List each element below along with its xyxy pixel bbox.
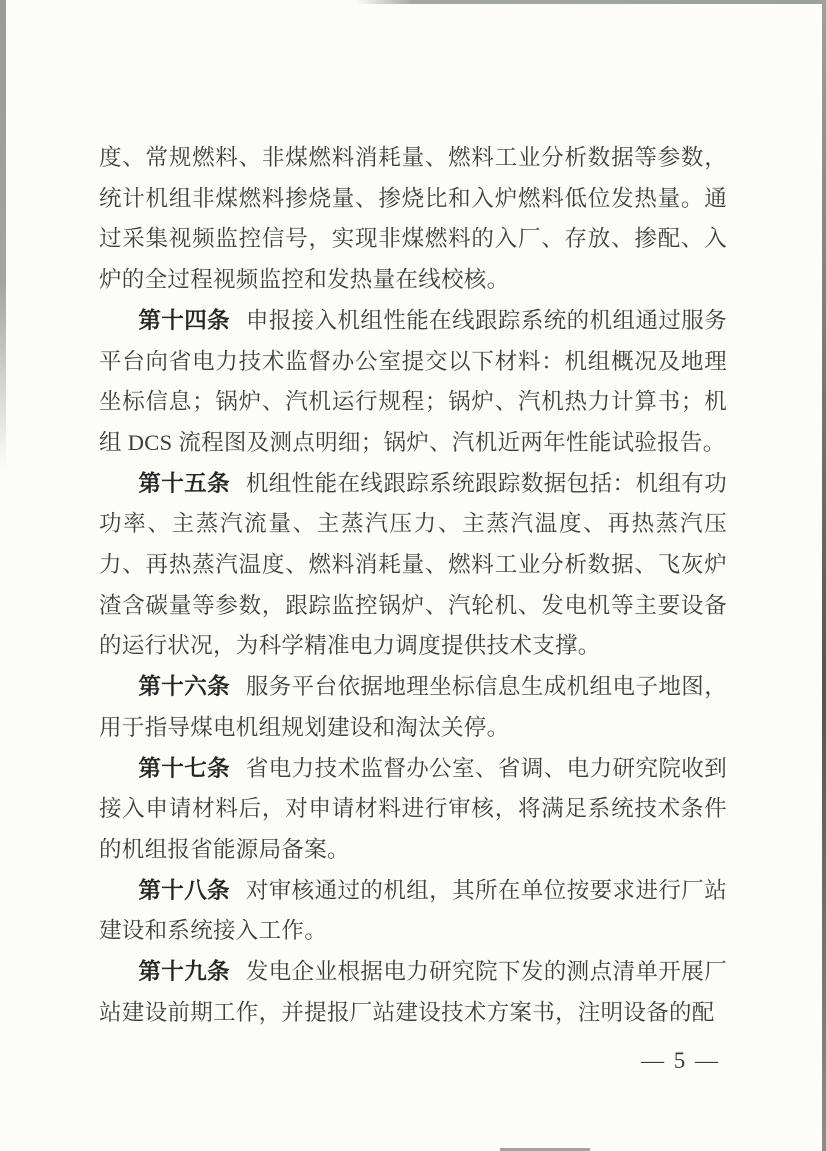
article-number: 第十七条 [138, 755, 231, 781]
paragraph-article-15 [99, 464, 727, 668]
paragraph-text: 省电力技术监督办公室、省调、电力研究院收到接入申请材料后，对申请材料进行审核，将满足系统技术条件的机组报省能源局备案。 [99, 755, 727, 862]
paragraph-article-14 [99, 301, 727, 464]
paragraph-article-19 [99, 952, 727, 1033]
page-number: — 5 — [641, 1048, 720, 1073]
document-body-text [99, 138, 727, 1033]
article-number: 第十九条 [138, 959, 231, 985]
article-number: 第十四条 [138, 307, 231, 333]
article-number: 第十六条 [138, 674, 231, 700]
paragraph-article-16 [99, 667, 727, 748]
paragraph-text: 申报接入机组性能在线跟踪系统的机组通过服务平台向省电力技术监督办公室提交以下材料：机组概况及地理坐标信息；锅炉、汽机运行规程；锅炉、汽机热力计算书；机组 DCS 流程图及测点明细；锅炉、汽机近两年性能试验报告。 [99, 307, 727, 455]
scan-edge-top [356, 0, 826, 4]
paragraph-text: 对审核通过的机组，其所在单位按要求进行厂站建设和系统接入工作。 [99, 877, 727, 944]
paragraph-text: 机组性能在线跟踪系统跟踪数据包括：机组有功功率、主蒸汽流量、主蒸汽压力、主蒸汽温度、再热蒸汽压力、再热蒸汽温度、燃料消耗量、燃料工业分析数据、飞灰炉渣含碳量等参数，跟踪监控锅炉、汽轮机、发电机等主要设备的运行状况，为科学精准电力调度提供技术支撑。 [99, 470, 727, 659]
paragraph-article-18 [99, 871, 727, 952]
paragraph-continuation [99, 138, 727, 301]
scan-edge-left [0, 0, 6, 470]
scan-edge-right [822, 0, 826, 1151]
article-number: 第十五条 [138, 470, 231, 496]
paragraph-text: 服务平台依据地理坐标信息生成机组电子地图，用于指导煤电机组规划建设和淘汰关停。 [99, 674, 727, 740]
paragraph-text: 发电企业根据电力研究院下发的测点清单开展厂站建设前期工作，并提报厂站建设技术方案书，注明设备的配 [99, 959, 727, 1025]
article-number: 第十八条 [138, 877, 231, 903]
paragraph-article-17 [99, 749, 727, 871]
paragraph-text: 度、常规燃料、非煤燃料消耗量、燃料工业分析数据等参数，统计机组非煤燃料掺烧量、掺烧比和入炉燃料低位发热量。通过采集视频监控信号，实现非煤燃料的入厂、存放、掺配、入炉的全过程视频监控和发热量在线校核。 [99, 145, 727, 293]
